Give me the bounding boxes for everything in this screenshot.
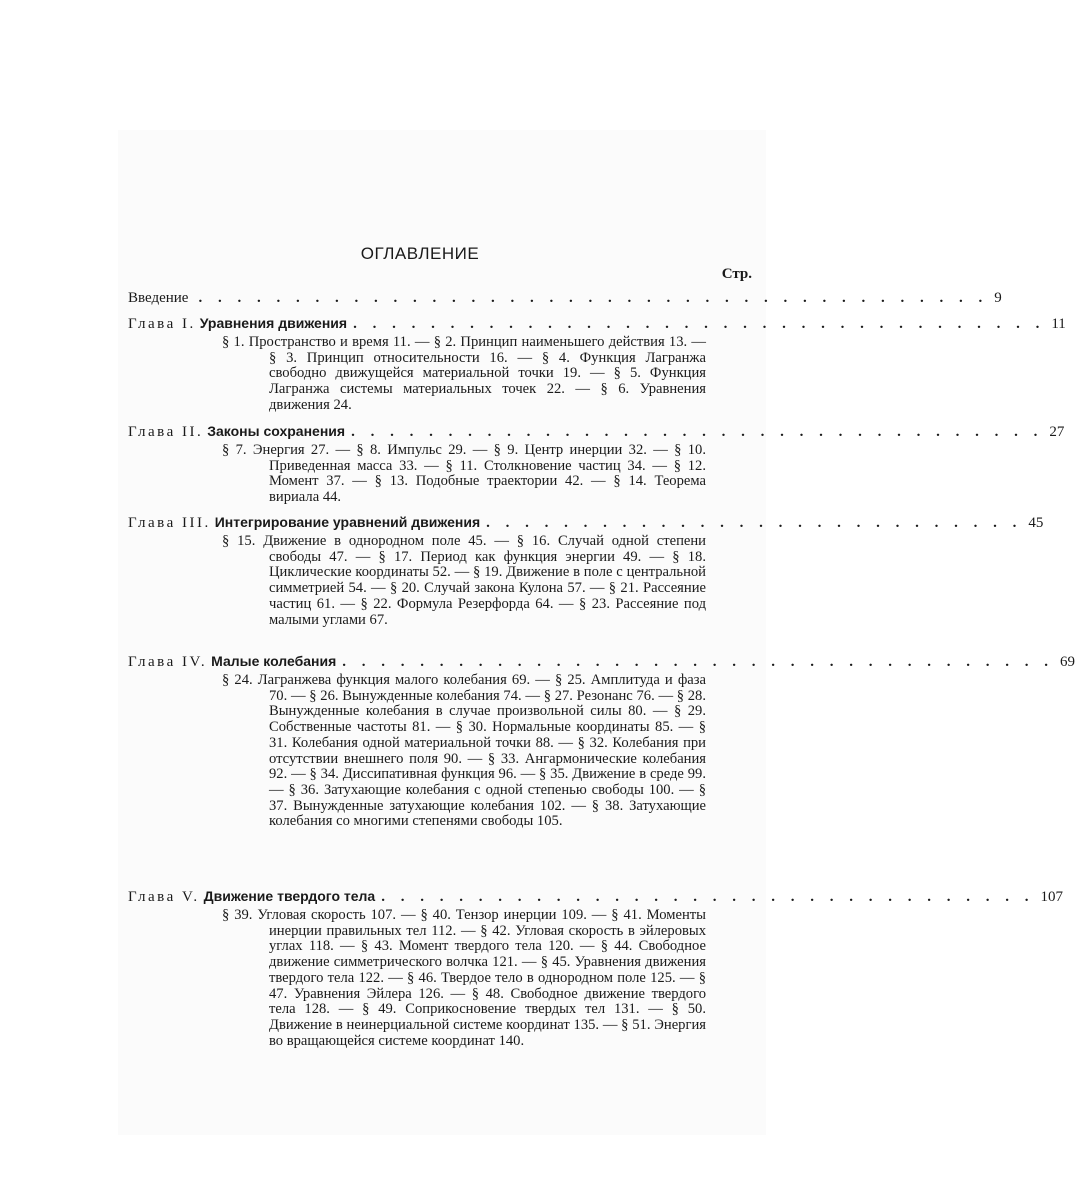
- toc-entry-chapter-4[interactable]: [128, 652, 1075, 830]
- chapter-title: Интегрирование уравнений движения: [214, 514, 481, 530]
- chapter-page: 11: [1051, 316, 1066, 332]
- toc-entry-chapter-3[interactable]: [128, 513, 1044, 628]
- introduction-label: Введение: [128, 290, 189, 306]
- toc-entry-chapter-1[interactable]: [128, 314, 1066, 414]
- chapter-sections: § 24. Лагранжева функция малого колебания 69. — § 25. Амплитуда и фаза 70. — § 26. Вынужденные колебания 74. — § 27. Резонанс 76. — § 28. Вынужденные колебания в случае произвольной силы 80. — § 29. Собственные частоты 81. — § 30. Нормальные координаты 85. — § 31. Колебания одной материальной точки 88. — § 32. Колебания при отсутствии внешнего поля 90. — § 33. Ангармонические колебания 92. — § 34. Диссипативная функция 96. — § 35. Движение в среде 99. — § 36. Затухающие колебания с одной степенью свободы 100. — § 37. Вынужденные затухающие колебания 102. — § 38. Затухающие колебания со многими степенями свободы 105.: [222, 672, 706, 830]
- chapter-lead: Глава III.: [128, 515, 211, 531]
- toc-title: ОГЛАВЛЕНИЕ: [360, 244, 480, 263]
- toc-entry-chapter-2[interactable]: [128, 422, 1065, 506]
- leader-dots: . . . . . . . . . . . . . . . . . . . . . . . . . . . . . . . . . . . .: [353, 316, 1046, 332]
- chapter-page: 27: [1049, 424, 1065, 440]
- chapter-title: Малые колебания: [211, 653, 337, 669]
- chapter-title: Уравнения движения: [199, 315, 348, 331]
- leader-dots: . . . . . . . . . . . . . . . . . . . . . . . . . . . . . . . . . . . . . . . . .: [198, 290, 989, 306]
- chapter-sections: § 39. Угловая скорость 107. — § 40. Тензор инерции 109. — § 41. Моменты инерции правильных тел 112. — § 42. Угловая скорость в эйлеровых углах 118. — § 43. Момент твердого тела 120. — § 44. Свободное движение симметрического волчка 121. — § 45. Уравнения движения твердого тела 122. — § 46. Твердое тело в однородном поле 125. — § 47. Уравнения Эйлера 126. — § 48. Свободное движение твердого тела 128. — § 49. Соприкосновение твердых тел 131. — § 50. Движение в неинерциальной системе координат 135. — § 51. Энергия во вращающейся системе координат 140.: [222, 907, 706, 1049]
- chapter-sections: § 1. Пространство и время 11. — § 2. Принцип наименьшего действия 13. — § 3. Принцип относительности 16. — § 4. Функция Лагранжа свободно движущейся материальной точки 19. — § 5. Функция Лагранжа системы материальных точек 22. — § 6. Уравнения движения 24.: [222, 334, 706, 413]
- chapter-lead: Глава II.: [128, 424, 204, 440]
- chapter-sections: § 15. Движение в однородном поле 45. — § 16. Случай одной степени свободы 47. — § 17. Период как функция энергии 49. — § 18. Циклические координаты 52. — § 19. Движение в поле с центральной симметрией 54. — § 20. Случай закона Кулона 57. — § 21. Рассеяние частиц 61. — § 22. Формула Резерфорда 64. — § 23. Рассеяние под малыми углами 67.: [222, 533, 706, 628]
- chapter-page: 107: [1040, 889, 1063, 905]
- chapter-title: Движение твердого тела: [203, 888, 376, 904]
- chapter-title: Законы сохранения: [207, 423, 346, 439]
- introduction-page: 9: [994, 290, 1002, 306]
- chapter-lead: Глава V.: [128, 889, 200, 905]
- chapter-lead: Глава IV.: [128, 654, 208, 670]
- chapter-page: 45: [1028, 515, 1044, 531]
- leader-dots: . . . . . . . . . . . . . . . . . . . . . . . . . . . . . . . . . . . . .: [342, 654, 1055, 670]
- page-column-header: Стр.: [721, 266, 752, 282]
- leader-dots: . . . . . . . . . . . . . . . . . . . . . . . . . . . . . . . . . . . .: [351, 424, 1044, 440]
- chapter-lead: Глава I.: [128, 316, 196, 332]
- leader-dots: . . . . . . . . . . . . . . . . . . . . . . . . . . . .: [486, 515, 1023, 531]
- toc-entry-introduction[interactable]: [128, 289, 1002, 307]
- toc-entry-chapter-5[interactable]: [128, 887, 1063, 1049]
- leader-dots: . . . . . . . . . . . . . . . . . . . . . . . . . . . . . . . . . .: [381, 889, 1035, 905]
- chapter-sections: § 7. Энергия 27. — § 8. Импульс 29. — § 9. Центр инерции 32. — § 10. Приведенная масса 33. — § 11. Столкновение частиц 34. — § 12. Момент 37. — § 13. Подобные траектории 42. — § 14. Теорема вириала 44.: [222, 442, 706, 506]
- chapter-page: 69: [1060, 654, 1075, 670]
